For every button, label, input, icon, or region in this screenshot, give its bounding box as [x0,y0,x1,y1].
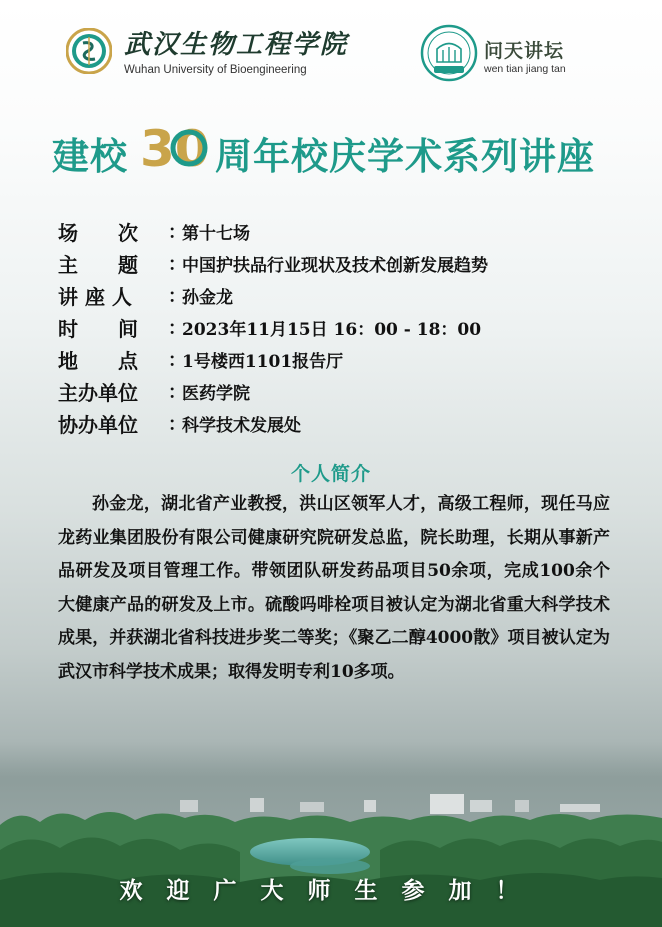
wentian-emblem-icon [420,24,478,82]
info-label: 讲 座 人 [58,284,132,309]
info-value: 科学技术发展处 [182,415,301,436]
info-row-speaker: 讲 座 人 ： 孙金龙 [58,280,233,310]
title-prefix: 建校 [52,135,128,178]
info-row-time: 时 间 ： 2023年11月15日 16：00 - 18：00 [58,312,481,342]
info-label: 时 间 [58,316,138,341]
university-logo-icon [66,28,112,74]
info-row-co-host: 协办单位 ： 科学技术发展处 [58,408,301,438]
anniversary-number: 30 [140,122,210,174]
anniversary-30-icon [138,122,210,174]
info-label: 主 题 [58,252,138,277]
info-row-topic: 主 题 ： 中国护扶品行业现状及技术创新发展趋势 [58,248,488,278]
info-value: 第十七场 [182,223,250,244]
info-label: 协办单位 [58,412,138,437]
title-suffix: 周年校庆学术系列讲座 [215,135,595,178]
page-title [0,122,662,178]
info-value: 孙金龙 [182,287,233,308]
info-row-location: 地 点 ： 1号楼西1101报告厅 [58,344,343,374]
lecture-brand-cn: 问天讲坛 [484,40,565,62]
info-label: 场 次 [58,220,138,245]
info-value: 1号楼西1101报告厅 [182,351,344,372]
lecture-brand-en: wen tian jiang tan [484,63,566,75]
info-row-session: 场 次 ： 第十七场 [58,216,250,246]
info-label: 主办单位 [58,380,138,405]
header [0,0,662,95]
info-label: 地 点 [58,348,138,373]
info-row-host: 主办单位 ： 医药学院 [58,376,250,406]
info-value: 2023年11月15日 16：00 - 18：00 [182,319,482,340]
profile-heading: 个人简介 [290,463,371,485]
university-name-en: Wuhan University of Bioengineering [124,64,307,76]
info-value: 中国护扶品行业现状及技术创新发展趋势 [182,255,488,276]
university-name-cn: 武汉生物工程学院 [124,30,349,60]
welcome-message: 欢迎广大师生参加！ [119,877,543,904]
info-value: 医药学院 [182,383,250,404]
profile-text: 孙金龙，湖北省产业教授，洪山区领军人才，高级工程师，现任马应龙药业集团股份有限公司健康研究院研发总监，院长助理，长期从事新产品研发及项目管理工作。带领团队研发药品项目50余项，完成100余个大健康产品的研发及上市。硫酸吗啡栓项目被认定为湖北省重大科学技术成果，并获湖北省科技进步奖二等奖；《聚乙二醇4000散》项目被认定为武汉市科学技术成果；取得发明专利10多项。 [58,494,610,682]
